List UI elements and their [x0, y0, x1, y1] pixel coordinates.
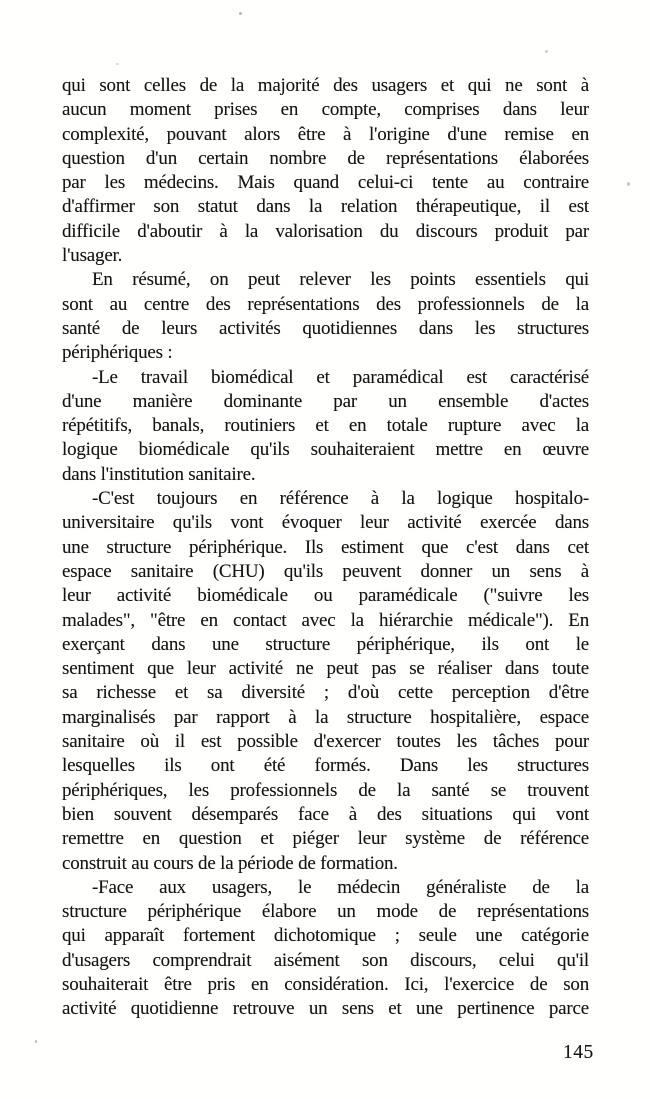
- text-line: souhaiterait être pris en considération. Ici, l'exercice de son: [62, 973, 589, 995]
- text-line: une structure périphérique. Ils estiment que c'est dans cet: [62, 536, 589, 558]
- text-line: espace sanitaire (CHU) qu'ils peuvent donner un sens à: [62, 560, 589, 582]
- text-line: universitaire qu'ils vont évoquer leur activité exercée dans: [62, 512, 589, 534]
- text-line: difficile d'aboutir à la valorisation du discours produit par: [62, 220, 589, 242]
- page-text: [62, 74, 589, 1022]
- scan-speck: [35, 1040, 37, 1043]
- scan-speck: [239, 12, 242, 15]
- paragraph: [62, 268, 589, 365]
- text-line: -Face aux usagers, le médecin généraliste de la: [92, 876, 589, 898]
- text-line: -Le travail biomédical et paramédical est caractérisé: [92, 366, 589, 388]
- text-line: d'usagers comprendrait aisément son discours, celui qu'il: [62, 949, 589, 971]
- text-line: par les médecins. Mais quand celui-ci tente au contraire: [62, 172, 589, 194]
- text-line: exerçant dans une structure périphérique, ils ont le: [62, 633, 589, 655]
- text-line: sentiment que leur activité ne peut pas se réaliser dans toute: [62, 658, 589, 680]
- text-line: périphériques, les professionnels de la santé se trouvent: [62, 779, 589, 801]
- text-line: malades", "être en contact avec la hiérarchie médicale"). En: [62, 609, 589, 631]
- text-line: périphériques :: [62, 342, 173, 364]
- text-line: structure périphérique élabore un mode de représentations: [62, 901, 589, 923]
- text-line: sa richesse et sa diversité ; d'où cette perception d'être: [62, 682, 589, 704]
- scan-speck: [116, 63, 119, 65]
- text-line: dans l'institution sanitaire.: [62, 463, 256, 485]
- text-line: lesquelles ils ont été formés. Dans les structures: [62, 755, 589, 777]
- text-line: aucun moment prises en compte, comprises dans leur: [62, 99, 589, 121]
- text-line: d'affirmer son statut dans la relation thérapeutique, il est: [62, 196, 589, 218]
- text-line: qui apparaît fortement dichotomique ; seule une catégorie: [62, 925, 589, 947]
- text-line: complexité, pouvant alors être à l'origine d'une remise en: [62, 123, 589, 145]
- text-line: bien souvent désemparés face à des situations qui vont: [62, 803, 589, 825]
- text-line: répétitifs, banals, routiniers et en totale rupture avec la: [62, 415, 589, 437]
- paragraph: [62, 876, 589, 1022]
- scan-speck: [545, 50, 548, 53]
- text-line: question d'un certain nombre de représentations élaborées: [62, 147, 589, 169]
- text-line: En résumé, on peut relever les points essentiels qui: [92, 269, 589, 291]
- text-line: construit au cours de la période de formation.: [62, 852, 398, 874]
- paragraph: [62, 74, 589, 268]
- page-number: 145: [563, 1042, 594, 1063]
- text-line: l'usager.: [62, 245, 123, 267]
- text-line: d'une manière dominante par un ensemble d'actes: [62, 390, 589, 412]
- text-line: logique biomédicale qu'ils souhaiteraient mettre en œuvre: [62, 439, 589, 461]
- text-line: activité quotidienne retrouve un sens et une pertinence parce: [62, 998, 589, 1020]
- text-line: sanitaire où il est possible d'exercer toutes les tâches pour: [62, 731, 589, 753]
- paragraph: [62, 366, 589, 487]
- text-line: -C'est toujours en référence à la logique hospitalo-: [92, 488, 589, 510]
- text-line: remettre en question et piéger leur système de référence: [62, 828, 589, 850]
- scan-speck: [627, 182, 630, 186]
- text-line: qui sont celles de la majorité des usagers et qui ne sont à: [62, 75, 589, 96]
- text-line: marginalisés par rapport à la structure hospitalière, espace: [62, 706, 589, 728]
- text-line: leur activité biomédicale ou paramédicale ("suivre les: [62, 585, 589, 607]
- text-line: sont au centre des représentations des professionnels de la: [62, 293, 589, 315]
- text-line: santé de leurs activités quotidiennes dans les structures: [62, 317, 589, 339]
- paragraph: [62, 487, 589, 876]
